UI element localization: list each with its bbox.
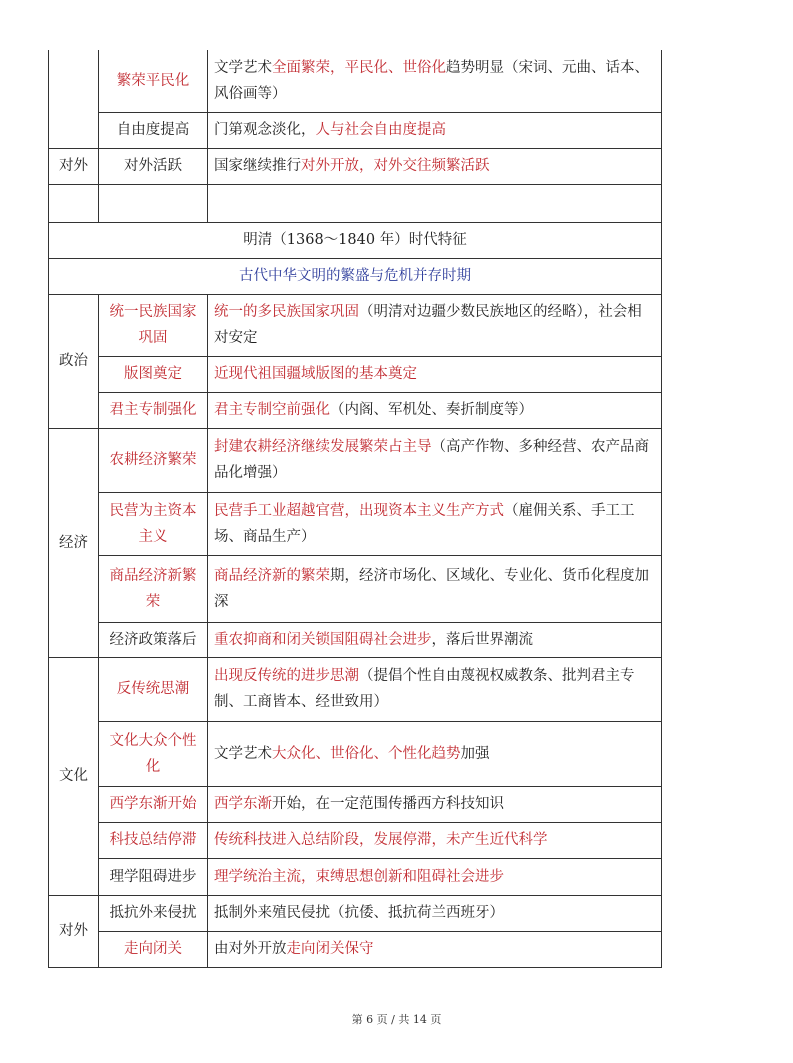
highlight-text: 重农抑商和闭关锁国阻碍社会进步 <box>214 631 432 648</box>
subtopic-cell: 走向闭关 <box>99 931 208 967</box>
subtopic-cell: 繁荣平民化 <box>99 50 208 112</box>
desc-text: 门第观念淡化， <box>214 122 316 138</box>
description-cell <box>208 50 662 112</box>
highlight-text: 全面繁荣，平民化、世俗化 <box>272 59 446 76</box>
table-row <box>49 822 662 858</box>
subtopic-cell: 版图奠定 <box>99 356 208 392</box>
subtopic-cell: 统一民族国家巩固 <box>99 294 208 356</box>
subtopic-cell: 科技总结停滞 <box>99 822 208 858</box>
desc-text: （明清对边疆少数民族地区的经略），社会相对安定 <box>214 304 642 346</box>
highlight-text: 人与社会自由度提高 <box>315 122 446 138</box>
description-cell <box>208 392 662 428</box>
category-cell: 对外 <box>49 895 99 967</box>
description-cell <box>208 931 662 967</box>
category-cell: 经济 <box>49 428 99 657</box>
history-table <box>48 50 662 968</box>
highlight-text: 理学统治主流，束缚思想创新和阻碍社会进步 <box>214 868 504 885</box>
desc-text: （雇佣关系、手工工场、商品生产） <box>214 502 635 545</box>
desc-text: 国家继续推行 <box>214 158 301 174</box>
subtopic-cell: 君主专制强化 <box>99 392 208 428</box>
table-row <box>49 657 662 721</box>
subtopic-cell: 商品经济新繁荣 <box>99 555 208 622</box>
desc-text: 趋势明显（宋词、元曲、话本、风俗画等） <box>214 59 649 102</box>
desc-text: 期，经济市场化、区域化、专业化、货币化程度加深 <box>214 567 649 610</box>
table-row <box>49 721 662 786</box>
description-cell <box>208 858 662 895</box>
description-cell <box>208 555 662 622</box>
category-cell <box>49 50 99 148</box>
page-footer: 第 6 页 / 共 14 页 <box>351 1013 442 1026</box>
subtopic-cell: 经济政策落后 <box>99 622 208 657</box>
description-cell <box>208 721 662 786</box>
table-row <box>49 50 662 112</box>
subtopic-cell: 理学阻碍进步 <box>99 858 208 895</box>
table-row <box>49 428 662 492</box>
category-cell <box>49 184 99 222</box>
section-subtitle: 古代中华文明的繁盛与危机并存时期 <box>49 258 662 294</box>
description-cell <box>208 184 662 222</box>
table-row <box>49 858 662 895</box>
desc-text: （内阁、军机处、奏折制度等） <box>330 402 533 418</box>
desc-text: 抵制外来殖民侵扰（抗倭、抵抗荷兰西班牙） <box>214 905 504 921</box>
subtopic-cell: 反传统思潮 <box>99 657 208 721</box>
highlight-text: 传统科技进入总结阶段，发展停滞，未产生近代科学 <box>214 832 548 848</box>
description-cell <box>208 294 662 356</box>
subtopic-cell: 民营为主资本主义 <box>99 492 208 555</box>
subtopic-cell: 西学东渐开始 <box>99 786 208 822</box>
desc-text: 文学艺术 <box>214 745 272 762</box>
desc-text: 文学艺术 <box>214 59 272 76</box>
table-row <box>49 184 662 222</box>
table-row <box>49 786 662 822</box>
table-row <box>49 622 662 657</box>
description-cell <box>208 492 662 555</box>
table-row <box>49 392 662 428</box>
table-row <box>49 931 662 967</box>
subtopic-cell: 抵抗外来侵扰 <box>99 895 208 931</box>
subtopic-cell: 文化大众个性化 <box>99 721 208 786</box>
highlight-text: 商品经济新的繁荣 <box>214 567 330 584</box>
description-cell <box>208 622 662 657</box>
highlight-text: 君主专制空前强化 <box>214 402 330 418</box>
description-cell <box>208 148 662 184</box>
table-row <box>49 895 662 931</box>
description-cell <box>208 895 662 931</box>
desc-text: ，落后世界潮流 <box>431 631 533 648</box>
highlight-text: 民营手工业超越官营，出现资本主义生产方式 <box>214 502 504 519</box>
description-cell <box>208 428 662 492</box>
highlight-text: 西学东渐 <box>214 796 272 812</box>
table-row <box>49 148 662 184</box>
subtopic-cell: 自由度提高 <box>99 112 208 148</box>
table-row <box>49 112 662 148</box>
subtopic-cell: 对外活跃 <box>99 148 208 184</box>
highlight-text: 走向闭关保守 <box>286 941 374 957</box>
category-cell: 政治 <box>49 294 99 428</box>
description-cell <box>208 356 662 392</box>
table-row <box>49 294 662 356</box>
section-subtitle-row <box>49 258 662 294</box>
desc-text: （提倡个性自由蔑视权威教条、批判君主专制、工商皆本、经世致用） <box>214 668 635 710</box>
subtopic-cell: 农耕经济繁荣 <box>99 428 208 492</box>
highlight-text: 对外开放，对外交往频繁活跃 <box>301 158 490 174</box>
category-cell: 文化 <box>49 657 99 895</box>
highlight-text: 统一的多民族国家巩固 <box>214 304 359 320</box>
highlight-text: 近现代祖国疆域版图的基本奠定 <box>214 366 417 382</box>
desc-text: （高产作物、多种经营、农产品商品化增强） <box>214 439 649 481</box>
desc-text: 开始，在一定范围传播西方科技知识 <box>272 796 504 812</box>
highlight-text: 出现反传统的进步思潮 <box>214 668 359 684</box>
desc-text: 加强 <box>460 745 490 762</box>
section-title: 明清（1368～1840 年）时代特征 <box>49 222 662 258</box>
table-row <box>49 356 662 392</box>
section-title-row <box>49 222 662 258</box>
description-cell <box>208 657 662 721</box>
category-cell: 对外 <box>49 148 99 184</box>
subtopic-cell <box>99 184 208 222</box>
table-row <box>49 555 662 622</box>
description-cell <box>208 822 662 858</box>
highlight-text: 封建农耕经济继续发展繁荣占主导 <box>214 439 432 455</box>
desc-text: 由对外开放 <box>214 941 287 957</box>
highlight-text: 大众化、世俗化、个性化趋势 <box>272 745 461 762</box>
description-cell <box>208 786 662 822</box>
description-cell <box>208 112 662 148</box>
table-row <box>49 492 662 555</box>
